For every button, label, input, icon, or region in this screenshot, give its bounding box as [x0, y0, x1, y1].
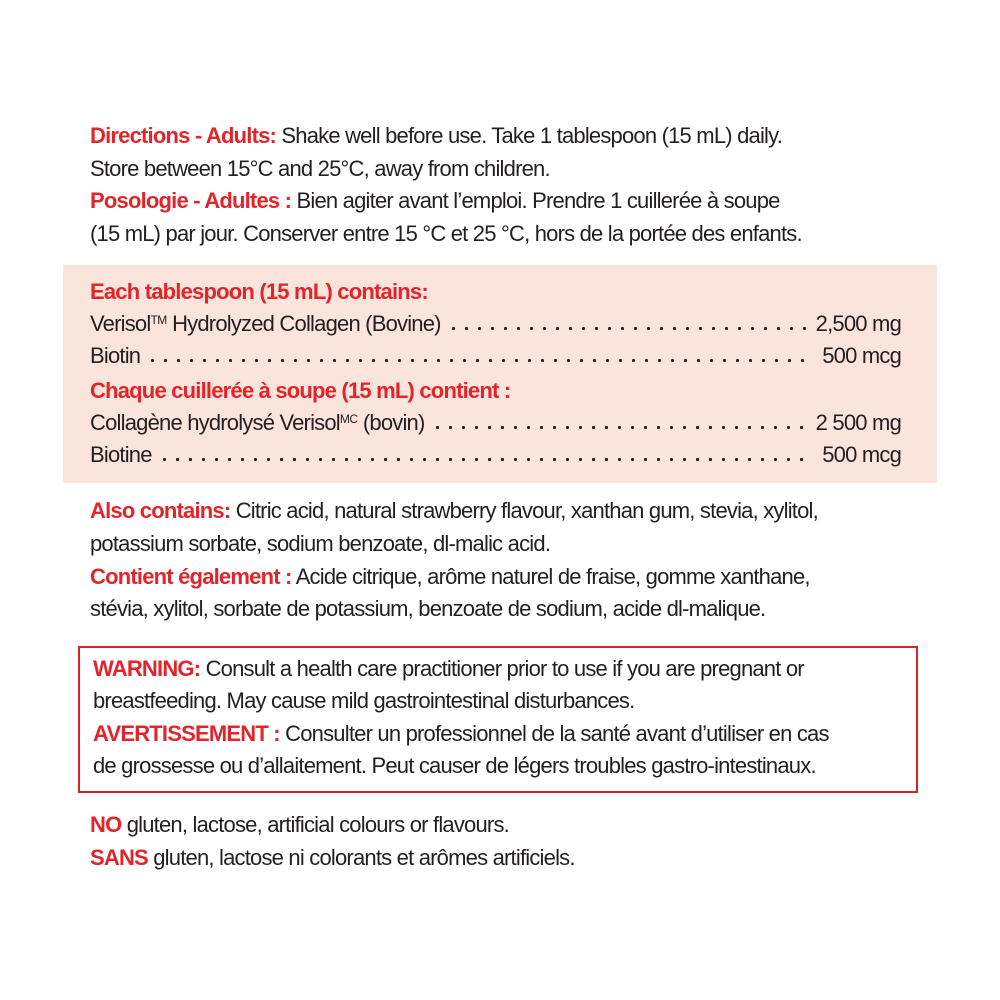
warning-fr-text1: Consulter un professionnel de la santé avant d’utiliser en cas: [285, 720, 829, 746]
warning-en-line1: [93, 653, 904, 685]
ingredient-name: [90, 439, 152, 471]
directions-fr-label: Posologie - Adultes :: [90, 188, 292, 214]
trademark-sup: TM: [150, 313, 167, 327]
claims-fr-label: SANS: [90, 845, 148, 870]
ingredient-amount: 500 mcg: [822, 442, 901, 467]
fact-row-collagen-en: [90, 308, 901, 340]
ingredient-name-rest: (bovin): [357, 410, 425, 435]
claims-fr: [90, 841, 938, 874]
dot-leader: [445, 308, 806, 340]
dot-leader: [144, 340, 812, 372]
ingredient-name: [90, 340, 140, 372]
directions-fr-line1: [90, 185, 938, 218]
ingredient-amount: 2 500 mg: [815, 410, 901, 435]
warning-en-label: WARNING:: [93, 656, 201, 681]
also-fr-line1: [90, 561, 938, 594]
claims-en-label: NO: [90, 812, 122, 837]
warning-fr-text2: de grossesse ou d’allaitement. Peut causer de légers troubles gastro-intestinaux.: [93, 752, 816, 778]
also-fr-label: Contient également :: [90, 563, 292, 589]
directions-section: [90, 120, 938, 251]
free-from-section: [90, 808, 938, 874]
also-fr-text2: stévia, xylitol, sorbate de potassium, benzoate de sodium, acide dl-malique.: [90, 596, 766, 622]
ingredient-amount: 2,500 mg: [815, 311, 901, 336]
ingredient-name-text: Biotine: [90, 442, 152, 467]
facts-heading-en: Each tablespoon (15 mL) contains:: [90, 279, 428, 304]
ingredient-name-rest: Hydrolyzed Collagen (Bovine): [166, 311, 441, 336]
supplement-facts-panel: [63, 265, 937, 483]
fact-row-collagen-fr: [90, 407, 901, 439]
warning-fr-line1: [93, 718, 904, 750]
directions-en-line2: [90, 153, 938, 186]
also-en-text2: potassium sorbate, sodium benzoate, dl-malic acid.: [90, 530, 551, 556]
warning-fr-line2: [93, 750, 904, 782]
warning-fr-label: AVERTISSEMENT :: [93, 720, 280, 746]
directions-en-line1: [90, 120, 938, 153]
warning-en-text1: Consult a health care practitioner prior to use if you are pregnant or: [205, 656, 804, 681]
ingredient-name: [90, 308, 441, 340]
ingredient-name-text: Biotin: [90, 343, 141, 368]
trademark-sup: MC: [339, 412, 358, 426]
also-fr-text1: Acide citrique, arôme naturel de fraise, gomme xanthane,: [295, 563, 810, 589]
also-en-label: Also contains:: [90, 498, 231, 523]
warning-en-line2: [93, 685, 904, 717]
directions-en-label: Directions - Adults:: [90, 123, 277, 148]
facts-heading-fr: Chaque cuillerée à soupe (15 mL) contient :: [90, 378, 511, 403]
fact-row-biotin-fr: [90, 439, 901, 471]
claims-fr-text: gluten, lactose ni colorants et arômes artificiels.: [153, 845, 575, 870]
claims-en-text: gluten, lactose, artificial colours or flavours.: [126, 812, 509, 837]
ingredient-name-text: Collagène hydrolysé Verisol: [90, 410, 340, 435]
directions-en-text2: Store between 15°C and 25°C, away from children.: [90, 155, 550, 181]
directions-fr-line2: [90, 218, 938, 251]
warning-box: [78, 646, 918, 793]
directions-fr-text2: (15 mL) par jour. Conserver entre 15 °C et 25 °C, hors de la portée des enfants.: [90, 221, 802, 247]
ingredient-name-text: Verisol: [90, 311, 151, 336]
directions-fr-text1: Bien agiter avant l’emploi. Prendre 1 cuillerée à soupe: [296, 188, 780, 214]
dot-leader: [156, 439, 813, 471]
also-en-line2: [90, 528, 938, 561]
also-fr-line2: [90, 593, 938, 626]
directions-en-text1: Shake well before use. Take 1 tablespoon (15 mL) daily.: [281, 123, 783, 148]
ingredient-name: [90, 407, 425, 439]
also-contains-section: [90, 495, 938, 626]
claims-en: [90, 808, 938, 841]
ingredient-amount: 500 mcg: [822, 343, 901, 368]
warning-en-text2: breastfeeding. May cause mild gastrointestinal disturbances.: [93, 688, 635, 714]
fact-row-biotin-en: [90, 340, 901, 372]
dot-leader: [429, 407, 806, 439]
also-en-text1: Citric acid, natural strawberry flavour, xanthan gum, stevia, xylitol,: [235, 498, 818, 523]
also-en-line1: [90, 495, 938, 528]
